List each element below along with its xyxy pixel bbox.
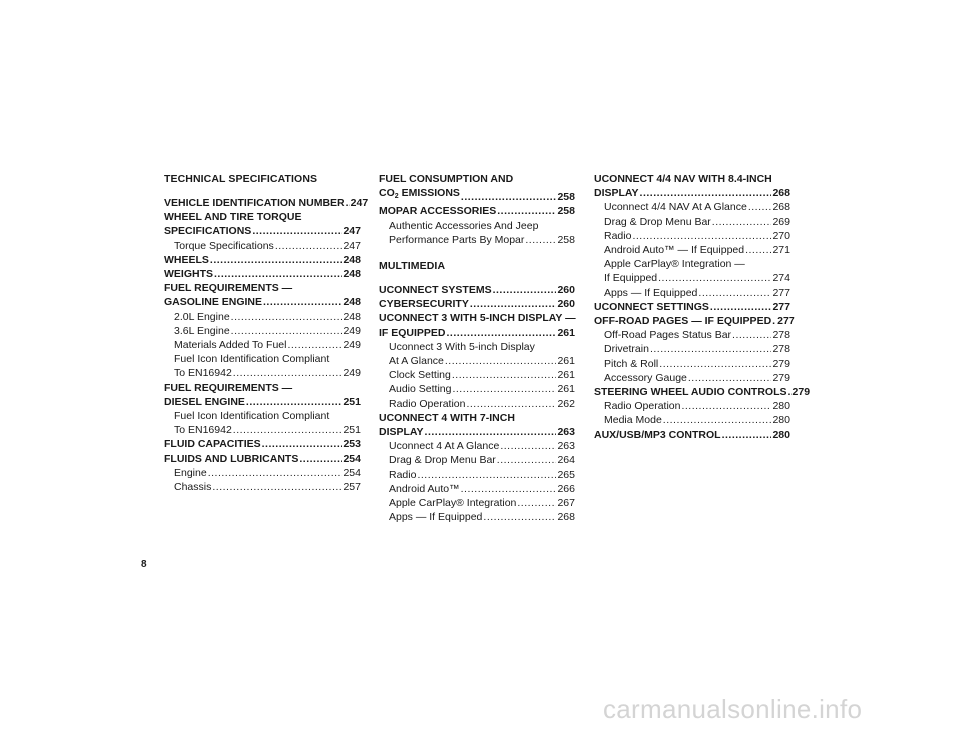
toc-page-number: 278 [772, 343, 790, 356]
toc-entry-title: FUEL REQUIREMENTS — [164, 381, 293, 394]
toc-entry-title: Android Auto™ [389, 482, 460, 495]
toc-page-number: 258 [557, 233, 575, 246]
toc-entry-title: Apps — If Equipped [389, 511, 483, 524]
toc-entry-title: Off-Road Pages Status Bar [604, 329, 732, 342]
dot-leader [658, 272, 771, 286]
toc-entry-major [379, 204, 575, 218]
toc-page-number: 247 [343, 239, 361, 252]
toc-page-number: 260 [557, 284, 575, 297]
toc-page-number: 263 [557, 426, 575, 439]
toc-entry-sub [594, 257, 790, 285]
dot-leader [788, 385, 792, 399]
dot-leader [470, 297, 557, 311]
toc-page-number: 263 [557, 440, 575, 453]
toc-entry-sub [164, 324, 361, 338]
dot-leader [710, 300, 772, 314]
toc-entry-title: FLUIDS AND LUBRICANTS [164, 452, 299, 465]
toc-page-number: 279 [792, 386, 811, 399]
toc-entry-title: MOPAR ACCESSORIES [379, 205, 497, 218]
toc-entry-title: VEHICLE IDENTIFICATION NUMBER [164, 197, 345, 209]
toc-entry-title: WHEELS [164, 253, 209, 266]
toc-entry-title: GASOLINE ENGINE [164, 296, 263, 309]
toc-entry-sub [379, 510, 575, 524]
toc-page-number: 268 [772, 201, 790, 214]
toc-entry-title: Apple CarPlay® Integration — [604, 258, 745, 271]
dot-leader [231, 324, 343, 338]
toc-entry-title: WEIGHTS [164, 268, 213, 281]
toc-entry-sub [379, 496, 575, 510]
toc-page-number: 248 [343, 296, 361, 309]
dot-leader [748, 201, 772, 215]
toc-page-number: 269 [772, 215, 790, 228]
toc-page-number: 248 [343, 310, 361, 323]
toc-entry-title: Uconnect 4 At A Glance [389, 440, 500, 453]
toc-page-number: 253 [343, 438, 361, 451]
dot-leader [299, 452, 342, 466]
toc-entry-title: $CO_2$ EMISSIONS [379, 187, 460, 201]
toc-entry-list [164, 196, 369, 494]
toc-entry-major [594, 300, 790, 314]
toc-page-number: 248 [343, 268, 361, 281]
toc-entry-major [164, 210, 361, 238]
toc-page-number: 261 [557, 355, 575, 368]
dot-leader [461, 482, 557, 496]
toc-entry-title: Uconnect 3 With 5-inch Display [389, 340, 535, 353]
dot-leader [663, 414, 772, 428]
toc-page-number: 261 [557, 326, 575, 339]
toc-entry-title: SPECIFICATIONS [164, 225, 252, 238]
toc-page-number: 270 [772, 229, 790, 242]
toc-entry-sub [379, 382, 575, 396]
dot-leader [452, 368, 557, 382]
toc-page-number: 267 [557, 497, 575, 510]
toc-entry-title: Materials Added To Fuel [174, 339, 287, 352]
toc-entry-list [594, 172, 811, 442]
toc-entry-sub [594, 229, 790, 243]
toc-entry-sub [379, 468, 575, 482]
toc-page-number: 274 [772, 272, 790, 285]
dot-leader [445, 354, 557, 368]
toc-entry-title: Fuel Icon Identification Compliant [174, 353, 330, 366]
dot-leader [712, 215, 772, 229]
toc-entry-sub [594, 286, 790, 300]
dot-leader [483, 510, 556, 524]
toc-page-number: 254 [343, 452, 361, 465]
toc-page-number: 279 [772, 357, 790, 370]
toc-entry-title: Accessory Gauge [604, 371, 687, 384]
toc-entry-sub [594, 215, 790, 229]
dot-leader [246, 395, 343, 409]
section-heading-multimedia: MULTIMEDIA [379, 260, 446, 273]
toc-entry-title: Engine [174, 466, 207, 479]
dot-leader [275, 239, 343, 253]
dot-leader [466, 397, 556, 411]
dot-leader [208, 466, 343, 480]
dot-leader [233, 423, 343, 437]
toc-entry-major [379, 172, 575, 204]
toc-entry-title: Android Auto™ — If Equipped [604, 244, 745, 257]
toc-entry-major [379, 411, 575, 439]
toc-entry-title: Radio Operation [389, 397, 466, 410]
dot-leader [233, 367, 343, 381]
toc-entry-title: Drag & Drop Menu Bar [604, 215, 711, 228]
toc-entry-sub [594, 243, 790, 257]
toc-page-number: 266 [557, 482, 575, 495]
toc-entry-title: DISPLAY [594, 187, 639, 200]
toc-page-number: 261 [557, 369, 575, 382]
toc-entry-title: UCONNECT SETTINGS [594, 300, 709, 313]
section-heading-technical-specifications: TECHNICAL SPECIFICATIONS [164, 173, 318, 185]
toc-entry-title: Torque Specifications [174, 239, 274, 252]
toc-entry-title: Radio Operation [604, 400, 681, 413]
toc-page-number: 258 [557, 191, 575, 204]
toc-entry-sub [379, 397, 575, 411]
toc-entry-major [164, 381, 361, 409]
toc-entry-sub [164, 480, 361, 494]
dot-leader [650, 343, 772, 357]
toc-page-number: 254 [343, 466, 361, 479]
toc-page-number: 280 [772, 400, 790, 413]
toc-entry-sub [594, 371, 790, 385]
toc-entry-sub [164, 409, 361, 437]
toc-page-number: 277 [772, 300, 790, 313]
toc-page-number: 279 [772, 371, 790, 384]
toc-entry-title: UCONNECT SYSTEMS [379, 284, 492, 297]
toc-entry-title: FUEL CONSUMPTION AND [379, 173, 514, 185]
toc-entry-title: Media Mode [604, 414, 662, 427]
dot-leader [772, 314, 776, 328]
toc-entry-title: To EN16942 [174, 424, 232, 437]
toc-entry-title: OFF-ROAD PAGES — IF EQUIPPED [594, 315, 772, 328]
toc-page-number: 257 [343, 481, 361, 494]
toc-entry-major [379, 297, 575, 311]
toc-page-number: 247 [343, 225, 361, 238]
toc-page-number: 260 [557, 298, 575, 311]
toc-entry-title: At A Glance [389, 355, 444, 368]
toc-entry-title: UCONNECT 4/4 NAV WITH 8.4-INCH [594, 173, 772, 185]
toc-page-number: 251 [343, 424, 361, 437]
dot-leader [640, 186, 772, 200]
toc-entry-sub [594, 413, 790, 427]
dot-leader [688, 371, 772, 385]
dot-leader [461, 190, 557, 204]
toc-entry-title: DIESEL ENGINE [164, 395, 245, 408]
dot-leader [252, 225, 342, 239]
dot-leader [493, 283, 557, 297]
toc-entry-title: Performance Parts By Mopar [389, 233, 525, 246]
toc-entry-sub [379, 340, 575, 368]
toc-entry-title: CYBERSECURITY [379, 298, 469, 311]
toc-entry-title: 3.6L Engine [174, 324, 230, 337]
toc-page-number: 247 [350, 197, 369, 209]
toc-page-number: 264 [557, 454, 575, 467]
toc-page-number: 277 [772, 286, 790, 299]
toc-entry-sub [379, 219, 575, 247]
toc-page-number: 278 [772, 329, 790, 342]
toc-entry-major [164, 281, 361, 309]
toc-page-number: 262 [557, 397, 575, 410]
toc-entry-sub [164, 239, 361, 253]
toc-entry-title: WHEEL AND TIRE TORQUE [164, 211, 302, 224]
toc-entry-title: Uconnect 4/4 NAV At A Glance [604, 201, 747, 214]
toc-entry-title: FUEL REQUIREMENTS — [164, 282, 293, 295]
toc-entry-title: DISPLAY [379, 426, 424, 439]
toc-entry-title: UCONNECT 3 WITH 5-INCH DISPLAY — [379, 312, 576, 325]
dot-leader [659, 357, 771, 371]
toc-page-number: 249 [343, 324, 361, 337]
dot-leader [517, 496, 556, 510]
toc-entry-title: Chassis [174, 481, 212, 494]
toc-entry-title: Radio [604, 229, 632, 242]
toc-entry-sub [594, 399, 790, 413]
toc-entry-sub [164, 352, 361, 380]
dot-leader [497, 205, 556, 219]
toc-entry-list [379, 283, 575, 524]
dot-leader [745, 243, 771, 257]
toc-entry-sub [379, 368, 575, 382]
toc-entry-title: Apple CarPlay® Integration [389, 497, 517, 510]
toc-page-number: 280 [772, 428, 790, 441]
toc-entry-major [164, 253, 361, 267]
page-number: 8 [141, 559, 147, 570]
toc-entry-sub [164, 310, 361, 324]
toc-column-uconnect [594, 172, 811, 442]
toc-entry-sub [164, 338, 361, 352]
toc-entry-title: IF EQUIPPED [379, 326, 446, 339]
dot-leader [525, 233, 556, 247]
toc-page-number: 261 [557, 383, 575, 396]
toc-page-number: 249 [343, 339, 361, 352]
toc-entry-title: Pitch & Roll [604, 357, 659, 370]
toc-entry-list [379, 172, 575, 247]
toc-entry-major [594, 314, 795, 328]
toc-page-number: 271 [772, 244, 790, 257]
toc-entry-title: If Equipped [604, 272, 658, 285]
dot-leader [212, 480, 342, 494]
dot-leader [417, 468, 556, 482]
toc-entry-title: UCONNECT 4 WITH 7-INCH [379, 411, 515, 424]
toc-entry-title: Drag & Drop Menu Bar [389, 454, 496, 467]
toc-entry-major [164, 267, 361, 281]
dot-leader [214, 267, 342, 281]
toc-column-fuel-multimedia [379, 172, 575, 524]
toc-entry-major [164, 452, 361, 466]
dot-leader [346, 196, 350, 210]
toc-page-number: 268 [557, 511, 575, 524]
dot-leader [681, 399, 771, 413]
dot-leader [452, 383, 556, 397]
toc-entry-sub [379, 482, 575, 496]
toc-entry-title: To EN16942 [174, 367, 232, 380]
dot-leader [500, 439, 556, 453]
toc-page-number: 249 [343, 367, 361, 380]
dot-leader [722, 428, 772, 442]
dot-leader [447, 326, 557, 340]
toc-entry-title: Fuel Icon Identification Compliant [174, 410, 330, 423]
toc-page-number: 248 [343, 253, 361, 266]
toc-entry-sub [379, 439, 575, 453]
toc-entry-sub [164, 466, 361, 480]
toc-entry-major [594, 385, 811, 399]
toc-entry-major [594, 428, 790, 442]
toc-entry-sub [594, 328, 790, 342]
dot-leader [231, 310, 343, 324]
toc-entry-title: FLUID CAPACITIES [164, 438, 261, 451]
toc-page-number: 258 [557, 205, 575, 218]
toc-page-number: 265 [557, 468, 575, 481]
dot-leader [497, 454, 557, 468]
dot-leader [287, 338, 342, 352]
dot-leader [698, 286, 771, 300]
toc-page-number: 277 [777, 315, 795, 328]
dot-leader [210, 253, 343, 267]
toc-entry-sub [379, 453, 575, 467]
watermark: carmanualsonline.info [603, 694, 863, 724]
dot-leader [262, 438, 343, 452]
dot-leader [263, 296, 342, 310]
toc-column-technical [164, 172, 369, 494]
toc-entry-sub [594, 357, 790, 371]
toc-entry-title: 2.0L Engine [174, 310, 230, 323]
toc-entry-title: STEERING WHEEL AUDIO CONTROLS [594, 386, 787, 399]
toc-entry-major [164, 437, 361, 451]
toc-entry-title: Radio [389, 468, 417, 481]
toc-page-number: 268 [772, 187, 790, 200]
toc-entry-title: Apps — If Equipped [604, 286, 698, 299]
toc-entry-title: Drivetrain [604, 343, 649, 356]
toc-entry-major [164, 196, 369, 210]
toc-page-number: 280 [772, 414, 790, 427]
dot-leader [732, 328, 771, 342]
toc-entry-major [594, 172, 790, 200]
toc-entry-title: Clock Setting [389, 369, 451, 382]
toc-page-number: 251 [343, 395, 361, 408]
dot-leader [632, 229, 771, 243]
toc-entry-major [379, 283, 575, 297]
toc-entry-sub [594, 342, 790, 356]
toc-entry-title: Audio Setting [389, 383, 452, 396]
toc-entry-title: Authentic Accessories And Jeep [389, 219, 539, 232]
dot-leader [425, 425, 557, 439]
toc-entry-sub [594, 200, 790, 214]
toc-entry-major [379, 311, 575, 339]
toc-entry-title: AUX/USB/MP3 CONTROL [594, 428, 721, 441]
